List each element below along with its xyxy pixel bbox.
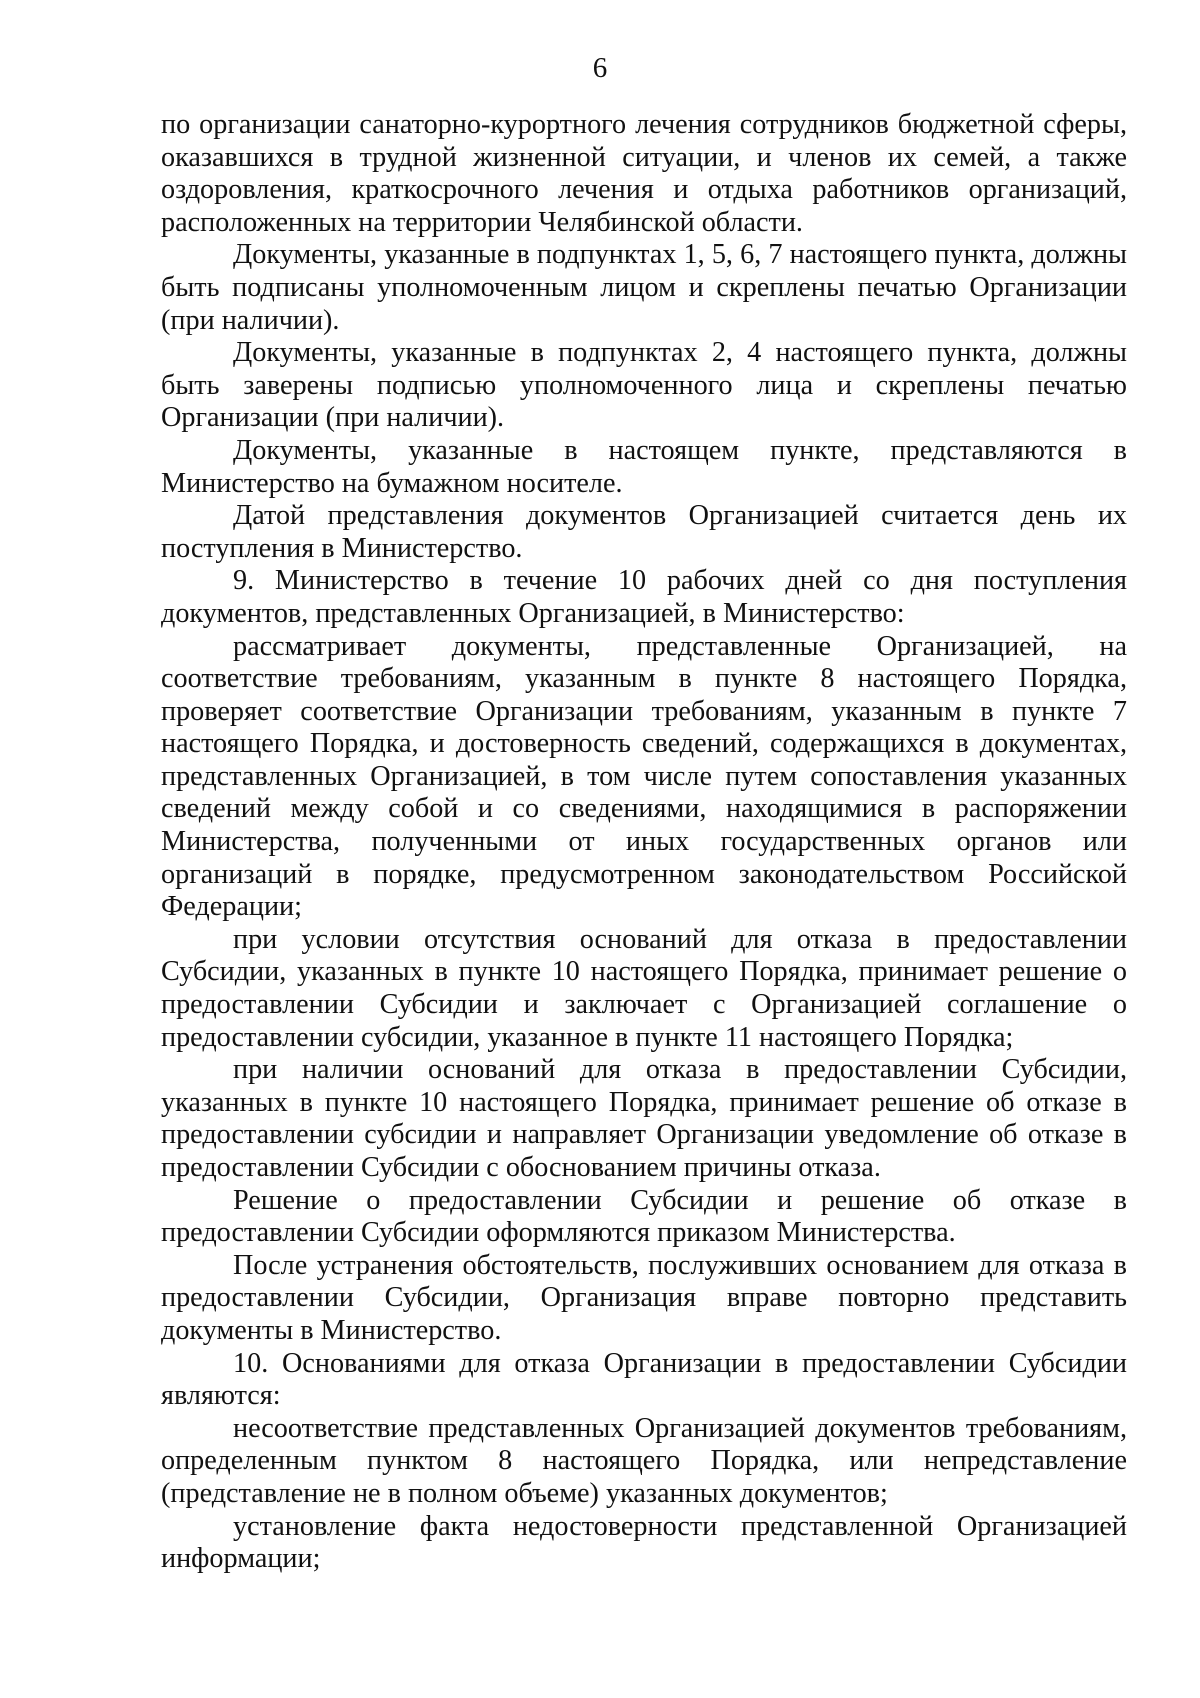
paragraph: при условии отсутствия оснований для отказа в предоставлении Субсидии, указанных в пункте 10 настоящего Порядка, принимает решение о предоставлении Субсидии и заключает с Организацией соглашение о предоставлении субсидии, указанное в пункте 11 настоящего Порядка; — [161, 923, 1127, 1053]
paragraph: Документы, указанные в подпунктах 2, 4 настоящего пункта, должны быть заверены подписью уполномоченного лица и скреплены печатью Организации (при наличии). — [161, 337, 1127, 434]
paragraph: Документы, указанные в подпунктах 1, 5, 6, 7 настоящего пункта, должны быть подписаны уполномоченным лицом и скреплены печатью Организации (при наличии). — [161, 239, 1127, 336]
paragraph: рассматривает документы, представленные Организацией, на соответствие требованиям, указанным в пункте 8 настоящего Порядка, проверяет соответствие Организации требованиям, указанным в пункте 7 настоящего Порядка, и достоверность сведений, содержащихся в документах, представленных Организацией, в том числе путем сопоставления указанных сведений между собой и со сведениями, находящимися в распоряжении Министерства, полученными от иных государственных органов или организаций в порядке, предусмотренном законодательством Российской Федерации; — [161, 630, 1127, 923]
page-number: 6 — [592, 52, 608, 84]
paragraph: Документы, указанные в настоящем пункте, представляются в Министерство на бумажном носителе. — [161, 434, 1127, 499]
paragraph: Датой представления документов Организацией считается день их поступления в Министерство. — [161, 500, 1127, 564]
paragraph-continuation: по организации санаторно-курортного лечения сотрудников бюджетной сферы, оказавшихся в трудной жизненной ситуации, и членов их семей, а также оздоровления, краткосрочного лечения и отдыха работников организаций, расположенных на территории Челябинской области. — [161, 109, 1127, 238]
paragraph-item-9: 9. Министерство в течение 10 рабочих дней со дня поступления документов, представленных Организацией, в Министерство: — [161, 565, 1127, 629]
paragraph: установление факта недостоверности представленной Организацией информации; — [161, 1510, 1127, 1575]
paragraph: После устранения обстоятельств, послуживших основанием для отказа в предоставлении Субсидии, Организация вправе повторно представить документы в Министерство. — [161, 1249, 1127, 1346]
paragraph: Решение о предоставлении Субсидии и решение об отказе в предоставлении Субсидии оформляются приказом Министерства. — [161, 1184, 1127, 1249]
paragraph-item-10: 10. Основаниями для отказа Организации в предоставлении Субсидии являются: — [161, 1347, 1127, 1412]
paragraph: несоответствие представленных Организацией документов требованиям, определенным пунктом 8 настоящего Порядка, или непредставление (представление не в полном объеме) указанных документов; — [161, 1412, 1127, 1509]
paragraph: при наличии оснований для отказа в предоставлении Субсидии, указанных в пункте 10 настоящего Порядка, принимает решение об отказе в предоставлении субсидии и направляет Организации уведомление об отказе в предоставлении Субсидии с обоснованием причины отказа. — [161, 1054, 1127, 1183]
document-body — [161, 109, 1127, 1576]
